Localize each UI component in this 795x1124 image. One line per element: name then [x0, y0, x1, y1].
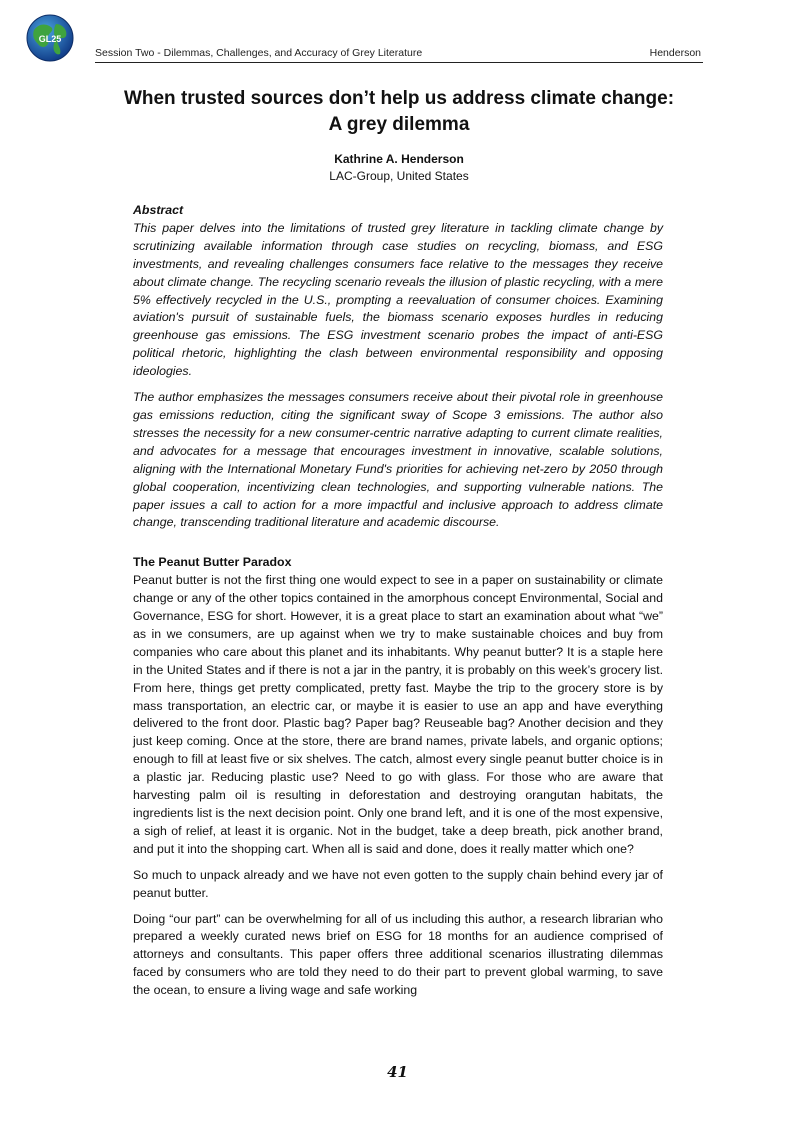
running-header — [95, 47, 701, 59]
title-line-2: A grey dilemma — [328, 114, 470, 135]
body-paragraph: So much to unpack already and we have not even gotten to the supply chain behind every jar of peanut butter. — [133, 867, 663, 900]
gl25-logo — [26, 14, 74, 62]
abstract-heading: Abstract — [133, 203, 184, 217]
abstract-paragraph: This paper delves into the limitations of trusted grey literature in tackling climate change by scrutinizing available information through case studies on recycling, biomass, and ESG investments, and revealing challenges consumers face relative to the messages they receive about climate change. The recycling scenario reveals the illusion of plastic recycling, with a mere 5% effectively recycled in the U.S., prompting a reevaluation of consumer choices. Examining aviation's pursuit of sustainable fuels, the biomass scenario exposes hurdles in reducing greenhouse gas emissions. The ESG investment scenario probes the impact of anti-ESG political rhetoric, highlighting the clash between environmental responsibility and opposing ideologies. — [133, 220, 663, 379]
author-block — [95, 151, 703, 185]
section-heading: The Peanut Butter Paradox — [133, 555, 292, 570]
title-line-1: When trusted sources don’t help us address climate change: — [123, 88, 675, 109]
page-number: 41 — [387, 1063, 408, 1081]
author-name: Kathrine A. Henderson — [334, 152, 464, 166]
body-paragraph: Doing “our part” can be overwhelming for all of us including this author, a research librarian who prepared a weekly curated news brief on ESG for 18 months for an audience comprised of attorneys and consultants. This paper offers three additional scenarios illustrating dilemmas faced by consumers who are told they need to do their part to prevent global warming, to save the ocean, to ensure a living wage and safe working — [133, 911, 663, 998]
header-rule — [95, 62, 703, 63]
abstract-paragraph: The author emphasizes the messages consumers receive about their pivotal role in greenhouse gas emissions reduction, citing the significant sway of Scope 3 emissions. The author also stresses the necessity for a new consumer-centric narrative adapting to current climate realities, and advocates for a message that encourages investment in innovative, scalable solutions, aligning with the International Monetary Fund's priorities for achieving net-zero by 2050 through global cooperation, incentivizing clean technologies, and supporting vulnerable nations. The paper issues a call to action for a more impactful and inclusive approach to address climate change, transcending traditional literature and academic discourse. — [133, 390, 663, 530]
logo-text: GL25 — [38, 34, 62, 44]
section-peanut-butter — [133, 554, 663, 1000]
author-affiliation: LAC-Group, United States — [329, 169, 469, 183]
running-title: Session Two - Dilemmas, Challenges, and Accuracy of Grey Literature — [95, 47, 423, 59]
paper-title — [95, 86, 703, 138]
body-paragraph: Peanut butter is not the first thing one would expect to see in a paper on sustainability or climate change or any of the other topics contained in the amorphous concept Environmental, Social and Governance, ESG for short. However, it is a great place to start an examination about what “we” as in we consumers, are up against when we try to make sustainable choices and buy from companies who care about this planet and its inhabitants. Why peanut butter? It is a staple here in the United States and if there is not a jar in the pantry, it is probably on this week’s grocery list. From here, things get pretty complicated, pretty fast. Maybe the trip to the grocery store is by mass transportation, an electric car, or maybe it is easier to use an app and have everything delivered to the front door. Plastic bag? Paper bag? Reuseable bag? Another decision and they just keep coming. Once at the store, there are brand names, private labels, and organic options; enough to fill at least five or six shelves. The catch, almost every single peanut butter choice is in a plastic jar. Reducing plastic use? Need to go with glass. For those who are aware that harvesting palm oil is resulting in deforestation and destroying orangutan habitats, the ingredients list is the next decision point. Only one brand left, and it is one of the most expensive, a sigh of relief, at least it is organic. Not in the budget, take a deep breath, pick another brand, and put it into the shopping cart. When all is said and done, does it really matter which one? — [133, 573, 663, 856]
paper-body — [133, 202, 663, 1000]
abstract — [133, 202, 663, 532]
running-author: Henderson — [649, 47, 701, 59]
